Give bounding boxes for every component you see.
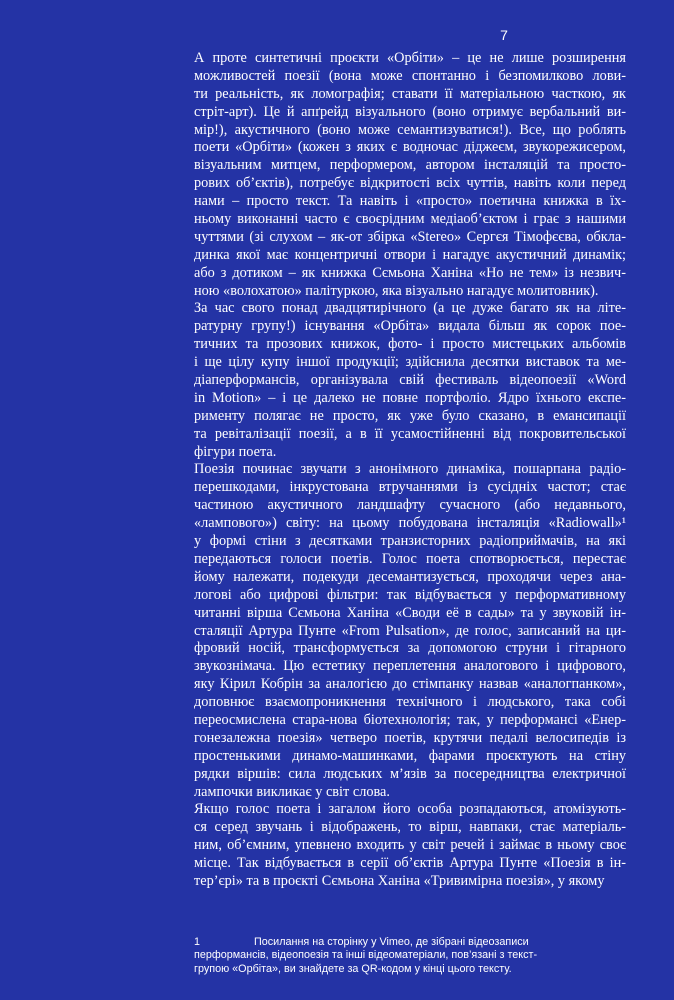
text-line: Поезія починає звучати з анонімного динаміка, пошарпана радіо-	[194, 461, 626, 478]
text-line: ратурну групу!) існування «Орбіта» видала більш як сорок пое-	[194, 318, 626, 335]
text-line: місце. Так відбувається в серії об’єктів Артура Пунте «Поезія в ін-	[194, 855, 626, 872]
paragraph	[194, 801, 626, 890]
text-line: частиною акустичного ландшафту сучасного (або недавнього,	[194, 497, 626, 514]
text-line: За час свого понад двадцятирічного (а це дуже багато як на літе-	[194, 300, 626, 317]
text-line: ною «волохатою» палітуркою, яка візуально нагадує молитовник).	[194, 282, 599, 299]
text-line: фровий носій, трансформується за допомогою струни і гітарного	[194, 640, 626, 657]
text-line: йому належати, подекуди десемантизується, проходячи через ана-	[194, 568, 626, 585]
text-line: простенькими динамо-машинками, фарами проєктують на стіну	[194, 747, 626, 764]
text-line: чуттями (зі слухом – як-от збірка «Stereo» Сергєя Тімофєєва, обкла-	[194, 228, 626, 245]
paragraph	[194, 50, 626, 300]
text-line: яку Кірил Кобрін за аналогією до стімпанку назвав «аналогпанком»,	[194, 676, 626, 693]
text-line: та ревіталізації поезії, а в її усамостійненні від покровительської	[194, 425, 626, 442]
text-line: передаються голоси поетів. Голос поета спотворюється, перестає	[194, 550, 626, 567]
page-number: 7	[500, 27, 508, 43]
text-line: ньому виконанні часто є своєрідним медіаоб’єктом і грає з нашими	[194, 211, 626, 228]
text-line: переосмислена стара-нова біотехнологія; так, у перформансі «Енер-	[194, 711, 626, 728]
text-line: можливостей поезії (вона може спонтанно і безпомилково лови-	[194, 67, 626, 84]
text-line: Якщо голос поета і загалом його особа розпадаються, атомізують-	[194, 801, 626, 818]
paragraph	[194, 461, 626, 801]
text-line: поети «Орбіти» (кожен з яких є водночас діджеєм, звукорежисером,	[194, 139, 626, 156]
footnote	[194, 936, 634, 976]
text-line: ти реальність, як ломографія; ставати її матеріальною часткою, як	[194, 85, 626, 102]
text-line: сталяції Артура Пунте «From Pulsation», де голос, записаний на ци-	[194, 622, 626, 639]
text-line: стріт-арт). Це й апґрейд візуального (воно отримує вербальний ви-	[194, 103, 626, 120]
footnote-line-2: перформансів, відеопоезія та інші відеоматеріали, пов’язані з текст-	[194, 949, 538, 962]
text-line: звукознімача. Цю естетику переплетення аналогового і цифрового,	[194, 658, 626, 675]
text-line: доповнює взаємопроникнення технічного і людського, така собі	[194, 694, 626, 711]
text-line: динка якої має концентричні отвори і нагадує акустичний динамік;	[194, 246, 626, 263]
footnote-line-1: 1 Посилання на сторінку у Vimeo, де зібрані відеозаписи	[194, 936, 529, 948]
text-line: діаперформансів, організувала свій фестиваль відеопоезії «Word	[194, 372, 626, 389]
text-line: in Motion» – і це далеко не повне портфоліо. Ядро їхнього експе-	[194, 389, 626, 406]
text-line: або з дотиком – як книжка Сємьона Ханіна «Но не тем» із незвич-	[194, 264, 626, 281]
text-line: перешкодами, інкрустована втручаннями із сусідніх частот; стає	[194, 479, 626, 496]
text-line: ся серед звучань і відображень, то вірш, навпаки, стає матеріаль-	[194, 819, 626, 836]
text-line: у формі стіни з десятками транзисторних радіоприймачів, на які	[194, 533, 626, 550]
text-line: рових об’єктів), потребує відкритості всіх чуттів, навіть коли перед	[194, 175, 626, 192]
paragraph	[194, 300, 626, 461]
footnote-number: 1	[194, 936, 201, 948]
text-line: читанні вірша Сємьона Ханіна «Своди её в сады» та у звуковій ін-	[194, 604, 626, 621]
text-line: рименту полягає не просто, як уже було сказано, в емансипації	[194, 407, 626, 424]
text-line: мір!), акустичного (воно може семантизуватися!). Все, що роблять	[194, 121, 626, 138]
text-line: тер’єрі» та в проєкті Сємьона Ханіна «Тривимірна поезія», у якому	[194, 872, 605, 889]
text-line: логові або цифрові фільтри: так відбувається у перформативному	[194, 586, 626, 603]
text-line: лампочки викликає у світ слова.	[194, 783, 390, 800]
text-line: і ще цілу купу іншої продукції; здійснила десятки виставок та ме-	[194, 354, 626, 371]
text-line: фігури поета.	[194, 443, 277, 460]
text-line: А проте синтетичні проєкти «Орбіти» – це не лише розширення	[194, 50, 626, 66]
body-text	[194, 50, 626, 891]
footnote-line-3: групою «Орбіта», ви знайдете за QR-кодом у кінці цього тексту.	[194, 962, 512, 975]
text-line: візуальним митцем, перформером, автором інсталяцій та просто-	[194, 157, 626, 174]
text-line: рядки віршів: сила людських м’язів за посередництва електричної	[194, 765, 626, 782]
text-line: тичних та прозових книжок, фото- і просто мистецьких альбомів	[194, 336, 626, 353]
text-line: «лампового») світу: на цьому побудована інсталяція «Radiowall»¹	[194, 515, 626, 532]
text-line: нами – просто текст. Та навіть і «просто» поетична книжка в їх-	[194, 193, 626, 210]
text-line: ним, об’ємним, упевнено входить у світ речей і займає в ньому своє	[194, 837, 626, 854]
text-line: гонезалежна поезія» четверо поетів, крутячи педалі велосипедів із	[194, 729, 626, 746]
